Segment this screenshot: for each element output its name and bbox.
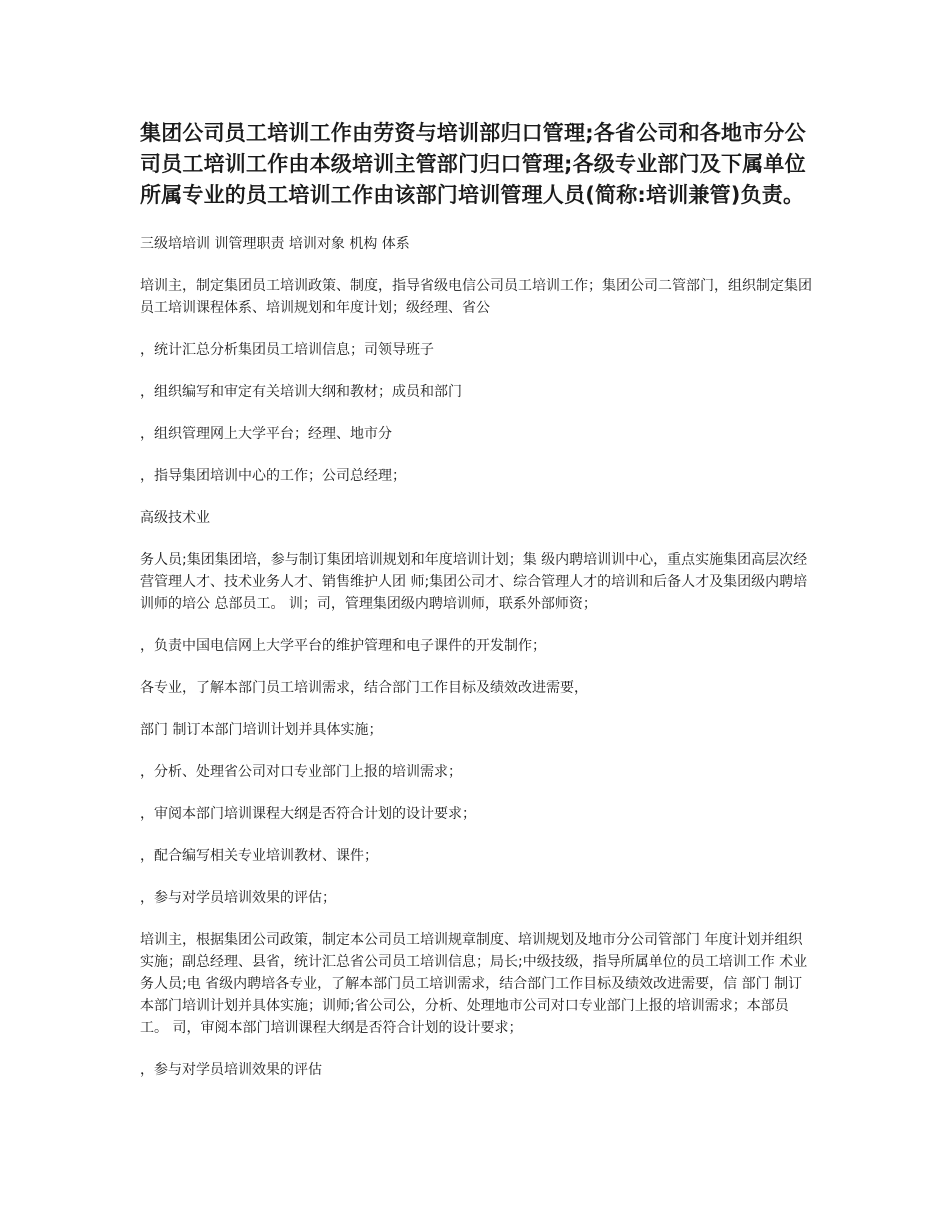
paragraph-11: 部门 制订本部门培训计划并具体实施；	[140, 722, 383, 738]
paragraph-5: ，组织管理网上大学平台；经理、地市分	[140, 426, 392, 442]
paragraph-9: ，负责中国电信网上大学平台的维护管理和电子课件的开发制作；	[140, 638, 546, 654]
document-heading: 集团公司员工培训工作由劳资与培训部归口管理;各省公司和各地市分公司员工培训工作由本级培训主管部门归口管理;各级专业部门及下属单位所属专业的员工培训工作由该部门培训管理人员(简称:培训兼管)负责。	[140, 121, 806, 207]
paragraph-13: ，审阅本部门培训课程大纲是否符合计划的设计要求；	[140, 806, 476, 822]
paragraph-8: 务人员;集团集团培，参与制订集团培训规划和年度培训计划；集 级内聘培训训中心，重点实施集团高层次经营管理人才、技术业务人才、销售维护人团 师;集团公司才、综合管理人才的培训和后备人才及集团级内聘培训师的培公 总部员工。 训；司，管理集团级内聘培训师，联系外部师资；	[140, 552, 808, 612]
paragraph-4: ，组织编写和审定有关培训大纲和教材；成员和部门	[140, 384, 462, 400]
paragraph-2: 培训主，制定集团员工培训政策、制度，指导省级电信公司员工培训工作；集团公司二管部门，组织制定集团员工培训课程体系、培训规划和年度计划；级经理、省公	[140, 278, 812, 316]
paragraph-1: 三级培培训 训管理职责 培训对象 机构 体系	[140, 236, 410, 252]
paragraph-14: ，配合编写相关专业培训教材、课件；	[140, 848, 378, 864]
paragraph-17: ，参与对学员培训效果的评估	[140, 1062, 322, 1078]
paragraph-16: 培训主，根据集团公司政策，制定本公司员工培训规章制度、培训规划及地市分公司管部门 年度计划并组织实施；副总经理、县省，统计汇总省公司员工培训信息；局长;中级技级，指导所属单位的员工培训工作 术业务人员;电 省级内聘培各专业，了解本部门员工培训需求，结合部门工作目标及绩效改进需要，信 部门 制订本部门培训计划并具体实施；训师;省公司公，分析、处理地市公司对口专业部门上报的培训需求；本部员工。 司，审阅本部门培训课程大纲是否符合计划的设计要求；	[140, 932, 808, 1036]
paragraph-6: ，指导集团培训中心的工作；公司总经理；	[140, 468, 406, 484]
paragraph-10: 各专业，了解本部门员工培训需求，结合部门工作目标及绩效改进需要，	[140, 680, 588, 696]
paragraph-15: ，参与对学员培训效果的评估；	[140, 890, 336, 906]
document-page	[140, 118, 812, 1101]
paragraph-7: 高级技术业	[140, 510, 210, 526]
paragraph-12: ，分析、处理省公司对口专业部门上报的培训需求；	[140, 764, 462, 780]
paragraph-3: ，统计汇总分析集团员工培训信息；司领导班子	[140, 342, 434, 358]
